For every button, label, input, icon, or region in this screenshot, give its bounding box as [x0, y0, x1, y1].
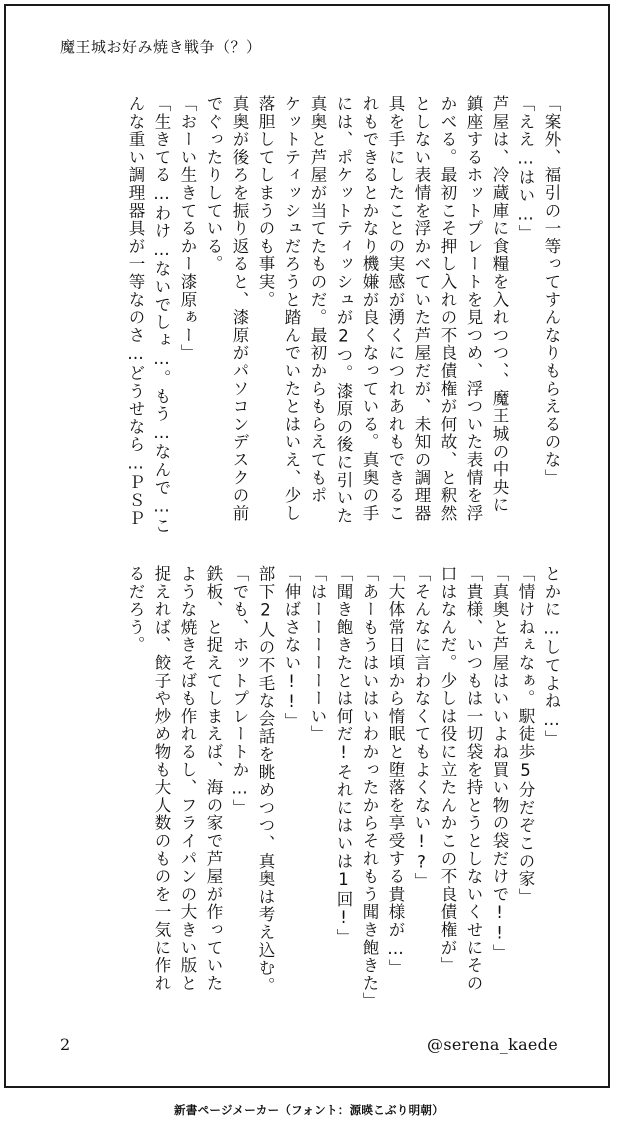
text-line: 具を手にしたことの実感が湧くにつれあれもできるこ	[386, 95, 405, 523]
text-line: 「ええ…はい…」	[516, 95, 535, 243]
text-block-upper	[122, 95, 564, 535]
text-line: 「そんなに言わなくてもよくない!?」	[412, 565, 431, 891]
text-line: 「あーもうはいはいわかったからそれもう聞き飽きた」	[360, 565, 379, 1010]
text-line: 「聞き飽きたとは何だ!それにはいは1回!」	[334, 565, 353, 947]
text-line: 「はーーーーーーい」	[308, 565, 327, 743]
text-line: としない表情を浮かべていた芦屋だが、未知の調理器	[412, 95, 431, 523]
text-line: 真奥が後ろを振り返ると、漆原がパソコンデスクの前	[230, 95, 249, 523]
text-line: 口はなんだ。少しは役に立たんかこの不良債権が」	[438, 565, 457, 975]
text-line: とかに…してよね…」	[542, 565, 561, 748]
text-line: かべる。最初こそ押し入れの不良債権が何故、と釈然	[438, 95, 457, 523]
text-line: 「生きてる…わけ…ないでしょ…。もう…なんで…こ	[152, 95, 171, 535]
text-line: 捉えれば、餃子や炒め物も大人数のものを一気に作れ	[152, 565, 171, 993]
text-line: 真奥と芦屋が当てたものだ。最初からもらえてもポ	[308, 95, 327, 505]
page-title: 魔王城お好み焼き戦争（？）	[60, 38, 262, 56]
text-line: 鉄板、と捉えてしまえば、海の家で芦屋が作っていた	[204, 565, 223, 993]
text-line: 「伸ばさない!!」	[282, 565, 301, 731]
text-line: でぐったりしている。	[204, 95, 223, 273]
text-line: んな重い調理器具が一等なのさ…どうせなら…ＰＳＰ	[126, 95, 145, 528]
text-line: るだろう。	[126, 565, 145, 654]
page-number: 2	[60, 1035, 71, 1054]
text-line: 鎮座するホットプレートを見つめ、浮ついた表情を浮	[464, 95, 483, 523]
text-line: 「大体常日頃から惰眠と堕落を享受する貴様が…」	[386, 565, 405, 977]
text-line: 部下2人の不毛な会話を眺めつつ、真奥は考え込む。	[256, 565, 275, 995]
text-line: 「案外、福引の一等ってすんなりもらえるのな」	[542, 95, 561, 487]
text-line: ケットティッシュだろうと踏んでいたとはいえ、少し	[282, 95, 301, 523]
footer-credit: 新書ページメーカー（フォント：源暎こぶり明朝）	[173, 1103, 445, 1117]
text-line: 「情けねぇなぁ。駅徒歩5分だぞこの家」	[516, 565, 535, 906]
text-line: れもできるとかなり機嫌が良くなっている。真奥の手	[360, 95, 379, 523]
text-line: 芦屋は、冷蔵庫に食糧を入れつつ、、魔王城の中央に	[490, 95, 509, 514]
text-line: 「真奥と芦屋はいいよね買い物の袋だけで!!」	[490, 565, 509, 962]
text-line: 「おーい生きてるかー漆原ぁー」	[178, 95, 197, 362]
text-line: 「でも、ホットプレートか…」	[230, 565, 249, 817]
text-line: ような焼きそばも作れるし、フライパンの大きい版と	[178, 565, 197, 993]
text-line: には、ポケットティッシュが2つ。漆原の後に引いた	[334, 95, 353, 525]
text-block-lower	[122, 565, 564, 1010]
author-handle: @serena_kaede	[427, 1035, 558, 1054]
text-line: 落胆してしまうのも事実。	[256, 95, 275, 309]
text-line: 「貴様、いつもは一切袋を持とうとしないくせにその	[464, 565, 483, 993]
